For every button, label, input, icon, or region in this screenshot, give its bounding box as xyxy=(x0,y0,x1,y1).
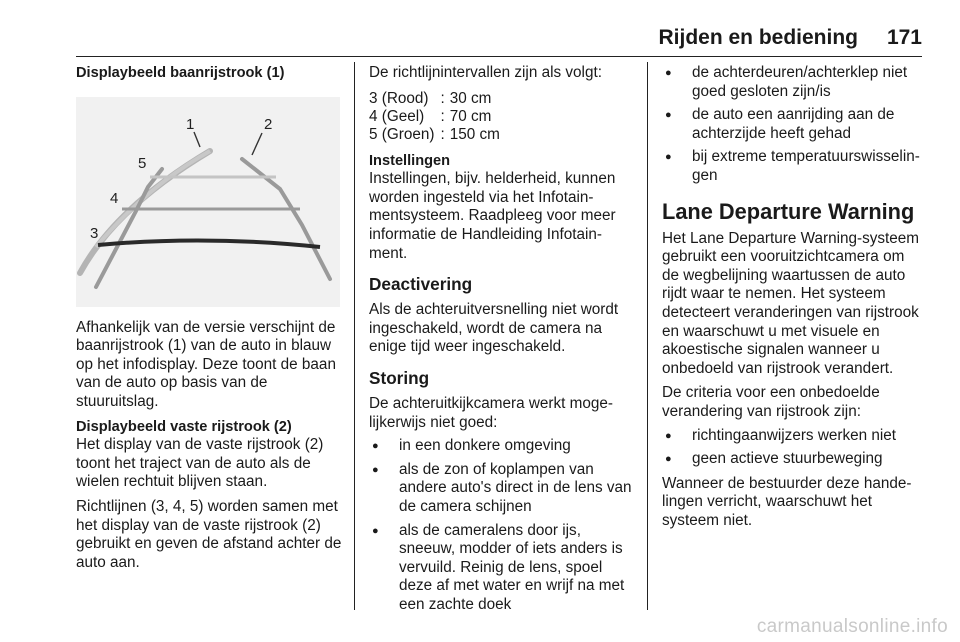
page-number: 171 xyxy=(886,26,922,49)
column-divider-2 xyxy=(647,62,648,610)
interval-label: 5 (Groen) xyxy=(369,125,435,143)
heading-fixed-lane: Displaybeeld vaste rijstrook (2) xyxy=(76,418,292,435)
column-divider-1 xyxy=(354,62,355,610)
watermark: carmanualsonline.info xyxy=(756,616,948,637)
list-item: ● richtingaanwijzers werken niet xyxy=(662,427,924,446)
malfunction-list xyxy=(369,437,635,614)
list-item: ● bij extreme temperatuurswisselingen xyxy=(662,148,924,185)
page-header xyxy=(0,0,960,56)
paragraph-ldw-criteria: De criteria voor een onbedoelde verandering van rijstrook zijn: xyxy=(662,384,880,420)
interval-value: 30 cm xyxy=(449,89,492,107)
section-title: Rijden en bediening xyxy=(658,26,858,49)
intervals-intro: De richtlijnintervallen zijn als volgt: xyxy=(369,64,602,81)
figure-label-4: 4 xyxy=(110,189,119,207)
list-item: ● als de zon of koplampen van andere auto's direct in de lens van de camera schijnen xyxy=(369,461,635,517)
heading-deactivation: Deactivering xyxy=(369,274,473,295)
column-2 xyxy=(369,64,635,620)
paragraph-ldw-note: Wanneer de bestuurder deze handelingen verricht, waarschuwt het systeem niet. xyxy=(662,474,912,529)
list-item: ● de achterdeuren/achterklep niet goed gesloten zijn/is xyxy=(662,64,924,101)
list-item: ● de auto een aanrijding aan de achterzijde heeft gehad xyxy=(662,106,924,143)
intervals-table xyxy=(369,90,500,144)
interval-value: 150 cm xyxy=(449,125,500,143)
table-row xyxy=(369,126,500,144)
guideline-illustration xyxy=(76,97,340,307)
table-row xyxy=(369,90,500,108)
interval-label: 3 (Rood) xyxy=(369,89,429,107)
paragraph-ldw-intro: Het Lane Departure Warning-systeem gebruikt een vooruitzichtcamera om de wegbelijning waartussen de auto rijdt waar te nemen. Het systeem detecteert veranderingen van rijstrook en waarschuwt u met visuele en akoestische signalen wanneer u onbedoeld van rijstrook verandert. xyxy=(662,229,920,377)
table-row xyxy=(369,108,500,126)
figure-label-5: 5 xyxy=(138,154,147,172)
column-1 xyxy=(76,64,342,572)
list-item: ● als de cameralens door ijs, sneeuw, modder of iets anders is vervuild. Reinig de lens, spoel deze af met water en wrijf na met een zachte doek xyxy=(369,522,635,615)
heading-lane-display: Displaybeeld baanrijstrook (1) xyxy=(76,65,285,81)
interval-colon: : xyxy=(440,107,445,125)
column-3 xyxy=(662,64,924,530)
interval-value: 70 cm xyxy=(449,107,492,125)
paragraph-guidelines: Richtlijnen (3, 4, 5) worden samen met het display van de vaste rijstrook (2) gebruikt en geven de afstand achter de auto aan. xyxy=(76,497,342,571)
paragraph-lane-display: Afhankelijk van de versie verschijnt de baanrijstrook (1) van de auto in blauw op het infodisplay. Deze toont de baan van de auto op basis van de stuuruitslag. xyxy=(76,318,336,410)
heading-malfunction: Storing xyxy=(369,367,430,388)
list-item: ● geen actieve stuurbeweging xyxy=(662,450,924,469)
paragraph-fixed-lane: Het display van de vaste rijstrook (2) toont het traject van de auto als de wielen rechtuit blijven staan. xyxy=(76,436,324,491)
interval-colon: : xyxy=(440,125,445,143)
paragraph-settings: Instellingen, bijv. helderheid, kunnen worden ingesteld via het Infotainmentsysteem. Raadpleeg voor meer informatie de Handleiding Infotainment. xyxy=(369,170,616,262)
heading-settings: Instellingen xyxy=(369,152,451,169)
figure-label-2: 2 xyxy=(264,115,273,133)
paragraph-malfunction-intro: De achteruitkijkcamera werkt mogelijkerwijs niet goed: xyxy=(369,394,613,431)
interval-label: 4 (Geel) xyxy=(369,107,425,125)
malfunction-list-continued xyxy=(662,64,924,186)
heading-lane-departure-warning: Lane Departure Warning xyxy=(662,198,915,224)
header-divider xyxy=(76,56,922,57)
interval-colon: : xyxy=(440,89,445,107)
ldw-criteria-list xyxy=(662,427,924,469)
camera-guideline-figure xyxy=(76,97,340,307)
list-item: ● in een donkere omgeving xyxy=(369,437,635,456)
paragraph-deactivation: Als de achteruitversnelling niet wordt ingeschakeld, wordt de camera na enige tijd weer ingeschakeld. xyxy=(369,301,619,356)
figure-label-1: 1 xyxy=(186,115,195,133)
figure-label-3: 3 xyxy=(90,224,99,242)
